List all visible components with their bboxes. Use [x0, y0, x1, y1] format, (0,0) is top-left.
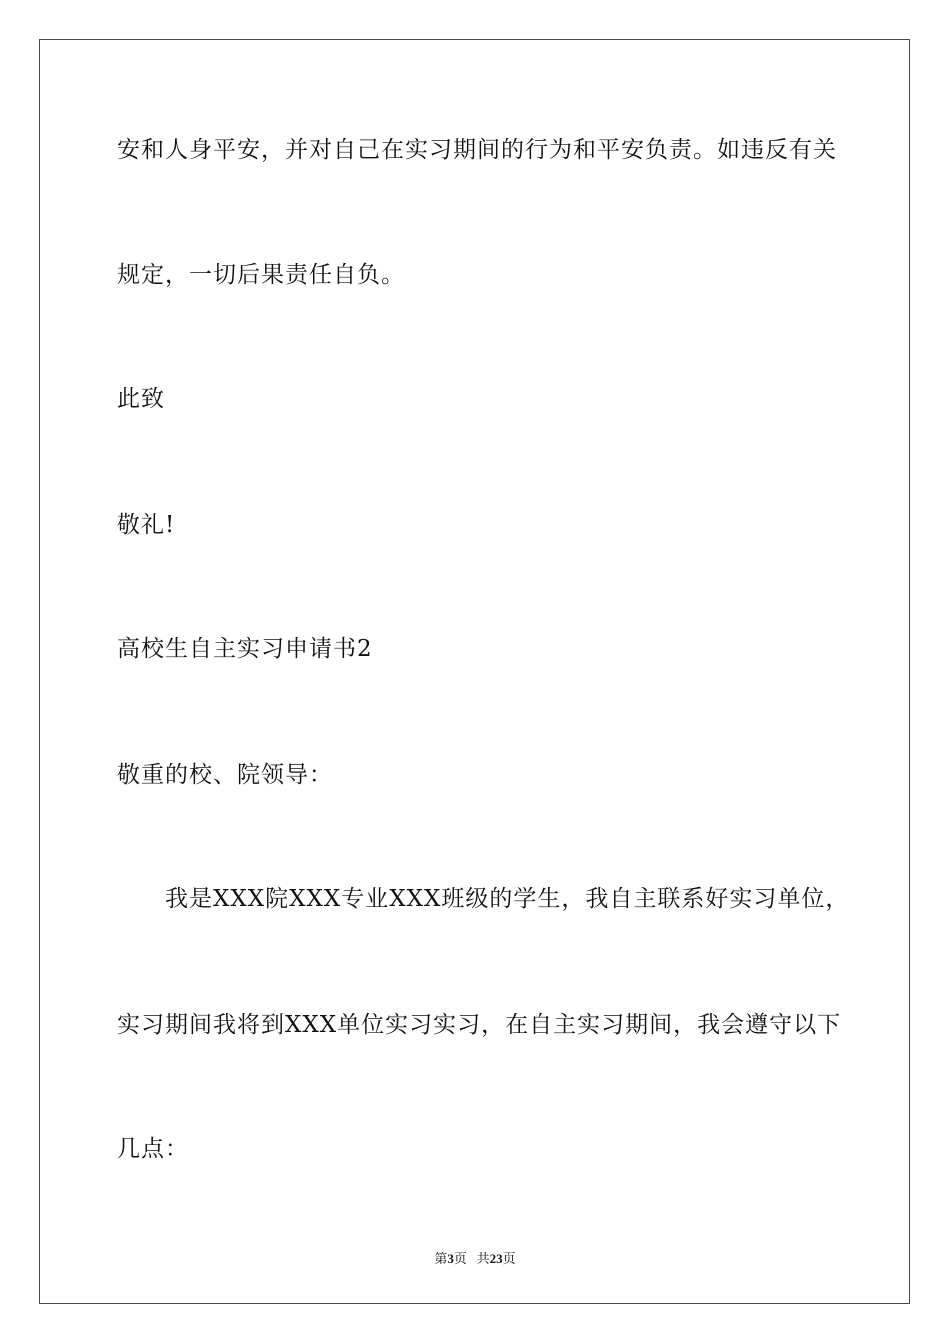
greeting: 敬重的校、院领导： [117, 762, 333, 788]
body-line-5: 几点： [117, 1136, 189, 1162]
closing-respect: 敬礼! [117, 512, 176, 538]
footer-page-prefix: 第 [434, 1251, 448, 1266]
body-line-4: 实习期间我将到XXX单位实习实习，在自主实习期间，我会遵守以下 [117, 1012, 842, 1038]
page-footer [0, 1248, 950, 1267]
closing-salutation: 此致 [117, 386, 165, 412]
footer-total-pages: 23 [489, 1251, 503, 1266]
section-title: 高校生自主实习申请书2 [117, 636, 373, 662]
footer-total-prefix: 共 [476, 1251, 490, 1266]
body-line-3: 我是XXX院XXX专业XXX班级的学生，我自主联系好实习单位， [165, 886, 850, 912]
page-frame [39, 39, 910, 1304]
footer-page-suffix: 页 [453, 1251, 467, 1266]
footer-page-number: 3 [447, 1251, 454, 1266]
body-line-1: 安和人身平安，并对自己在实习期间的行为和平安负责。如违反有关 [117, 137, 837, 163]
footer-total-suffix: 页 [502, 1251, 516, 1266]
body-line-2: 规定，一切后果责任自负。 [117, 262, 405, 288]
